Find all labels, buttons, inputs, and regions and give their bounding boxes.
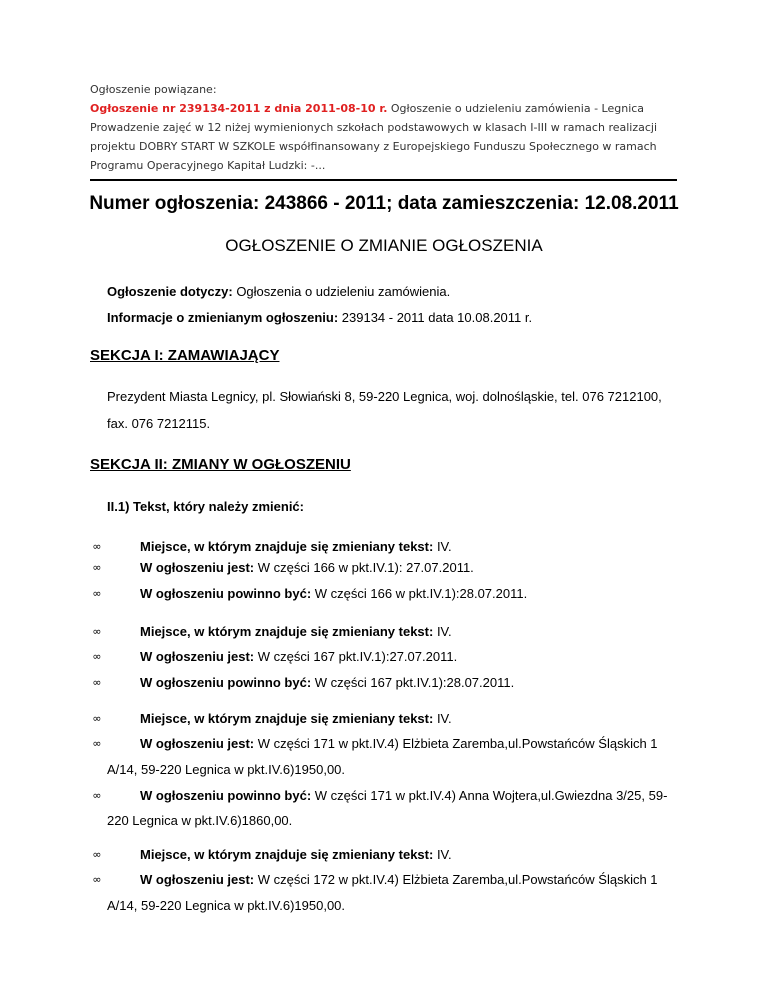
change-item-value: W części 172 w pkt.IV.4) Elżbieta Zaremba,ul.Powstańców Śląskich 1 <box>254 872 658 887</box>
related-notice <box>90 80 690 175</box>
change-item-value: W części 171 w pkt.IV.4) Anna Wojtera,ul.Gwiezdna 3/25, 59- <box>311 788 668 803</box>
change-item-value: W części 171 w pkt.IV.4) Elżbieta Zaremba,ul.Powstańców Śląskich 1 <box>254 736 658 751</box>
related-label: Ogłoszenie powiązane: <box>90 83 217 96</box>
change-item <box>140 621 700 643</box>
bullet-icon: ∞ <box>92 540 102 553</box>
change-item-value: IV. <box>433 539 452 554</box>
bullet-icon: ∞ <box>92 789 102 802</box>
section-1-heading: SEKCJA I: ZAMAWIAJĄCY <box>90 347 280 364</box>
change-item <box>140 646 700 668</box>
bullet-icon: ∞ <box>92 873 102 886</box>
change-item <box>140 844 700 866</box>
related-notice-link[interactable]: Ogłoszenie nr 239134-2011 z dnia 2011-08-10 r. <box>90 102 388 115</box>
contracting-authority-line2: fax. 076 7212115. <box>107 416 211 431</box>
contracting-authority-line1: Prezydent Miasta Legnicy, pl. Słowiański 8, 59-220 Legnica, woj. dolnośląskie, tel. 076 7212100, <box>107 389 662 404</box>
page-title: OGŁOSZENIE O ZMIANIE OGŁOSZENIA <box>225 236 543 255</box>
change-item-label: W ogłoszeniu jest: <box>140 736 255 751</box>
change-item-continuation: A/14, 59-220 Legnica w pkt.IV.6)1950,00. <box>107 898 346 913</box>
change-item-label: W ogłoszeniu powinno być: <box>140 586 312 601</box>
change-item-value: IV. <box>433 711 452 726</box>
change-item-label: W ogłoszeniu jest: <box>140 649 255 664</box>
change-item-value: W części 167 pkt.IV.1):28.07.2011. <box>311 675 515 690</box>
change-item-value: IV. <box>433 847 452 862</box>
related-line2: Prowadzenie zajęć w 12 niżej wymienionych szkołach podstawowych w klasach I-III w ramach realizacji <box>90 121 658 134</box>
change-item-label: W ogłoszeniu jest: <box>140 872 255 887</box>
related-line4: Programu Operacyjnego Kapitał Ludzki: -... <box>90 159 326 172</box>
section-2-subheading: II.1) Tekst, który należy zmienić: <box>107 499 304 514</box>
change-item <box>140 583 700 605</box>
bullet-icon: ∞ <box>92 676 102 689</box>
change-item-label: Miejsce, w którym znajduje się zmieniany tekst: <box>140 539 434 554</box>
change-item <box>140 557 700 579</box>
change-item-label: Miejsce, w którym znajduje się zmieniany tekst: <box>140 624 434 639</box>
bullet-icon: ∞ <box>92 561 102 574</box>
change-item-continuation: A/14, 59-220 Legnica w pkt.IV.6)1950,00. <box>107 762 346 777</box>
bullet-icon: ∞ <box>92 625 102 638</box>
changed-notice-value: 239134 - 2011 data 10.08.2011 r. <box>338 310 533 325</box>
bullet-icon: ∞ <box>92 737 102 750</box>
change-item-value: W części 166 w pkt.IV.1):28.07.2011. <box>311 586 528 601</box>
change-item <box>140 708 700 730</box>
bullet-icon: ∞ <box>92 650 102 663</box>
change-item-value: W części 166 w pkt.IV.1): 27.07.2011. <box>254 560 474 575</box>
change-item-label: Miejsce, w którym znajduje się zmieniany tekst: <box>140 847 434 862</box>
change-item <box>140 672 700 694</box>
change-item-continuation: 220 Legnica w pkt.IV.6)1860,00. <box>107 813 293 828</box>
notice-concerns <box>107 281 450 303</box>
notice-concerns-value: Ogłoszenia o udzieleniu zamówienia. <box>232 284 451 299</box>
notice-number: Numer ogłoszenia: 243866 - 2011; data zamieszczenia: 12.08.2011 <box>89 193 679 214</box>
change-item-label: Miejsce, w którym znajduje się zmieniany tekst: <box>140 711 434 726</box>
change-item-value: IV. <box>433 624 452 639</box>
changed-notice-label: Informacje o zmienianym ogłoszeniu: <box>107 310 339 325</box>
related-line1: Ogłoszenie o udzieleniu zamówienia - Legnica <box>387 102 645 115</box>
change-item-label: W ogłoszeniu powinno być: <box>140 788 312 803</box>
section-2-heading: SEKCJA II: ZMIANY W OGŁOSZENIU <box>90 456 351 473</box>
bullet-icon: ∞ <box>92 712 102 725</box>
change-item <box>140 869 700 891</box>
bullet-icon: ∞ <box>92 848 102 861</box>
change-item-label: W ogłoszeniu powinno być: <box>140 675 312 690</box>
related-line3: projektu DOBRY START W SZKOLE współfinansowany z Europejskiego Funduszu Społecznego w ramach <box>90 140 657 153</box>
changed-notice-info <box>107 307 532 329</box>
notice-concerns-label: Ogłoszenie dotyczy: <box>107 284 233 299</box>
change-item <box>140 733 700 755</box>
change-item-label: W ogłoszeniu jest: <box>140 560 255 575</box>
change-item <box>140 536 700 558</box>
divider <box>90 179 677 181</box>
change-item-value: W części 167 pkt.IV.1):27.07.2011. <box>254 649 458 664</box>
bullet-icon: ∞ <box>92 587 102 600</box>
change-item <box>140 785 700 807</box>
